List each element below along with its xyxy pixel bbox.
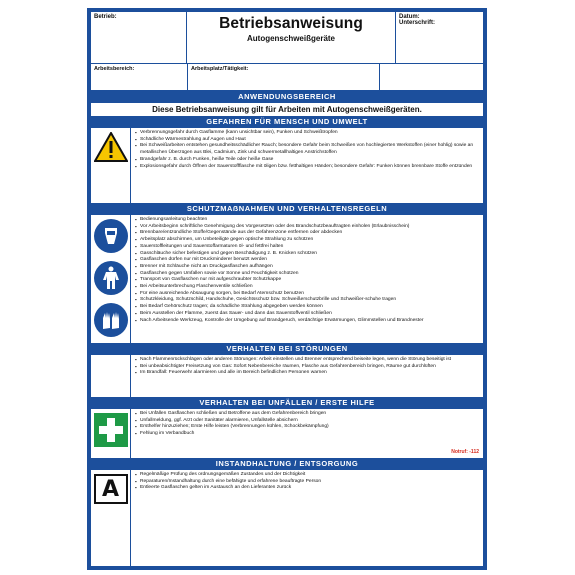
list-item: ▪ Brennbare/entzündliche Stoffe/Gegenstände aus der Gefahrenzone entfernen oder abdecken bbox=[135, 230, 479, 237]
schutz-list bbox=[135, 217, 479, 324]
list-item: ▪ Im Brandfall: Feuerwehr alarmieren und alle im Bereich befindlichen Personen warnen bbox=[135, 370, 479, 377]
schutz-heading: SCHUTZMAẞNAHMEN UND VERHALTENSREGELN bbox=[91, 203, 483, 215]
list-item: ▪ Unfallmeldung, ggf. Arzt oder Sanitäter alarmieren, Unfallstelle absichern bbox=[135, 418, 479, 425]
anwendungsbereich-heading: ANWENDUNGSBEREICH bbox=[91, 91, 483, 103]
notruf-number: Notruf: -112 bbox=[451, 449, 479, 455]
gefahren-section bbox=[91, 128, 483, 203]
erste-hilfe-icon-column bbox=[91, 409, 131, 458]
stoerungen-text bbox=[131, 355, 483, 397]
gefahren-heading: GEFAHREN FÜR MENSCH UND UMWELT bbox=[91, 116, 483, 128]
face-shield-icon bbox=[94, 219, 128, 253]
instandhaltung-heading: INSTANDHALTUNG / ENTSORGUNG bbox=[91, 458, 483, 470]
list-item: ▪ Brandgefahr z. B. durch Funken, heiße Teile oder heiße Gase bbox=[135, 157, 479, 164]
sheet-inner bbox=[91, 12, 483, 566]
list-item: ▪ Nach Flammenrückschlägen oder anderen Störungen: Arbeit einstellen und Brenner entsprechend beiseite legen, wenn die Störung beseitigt ist bbox=[135, 357, 479, 364]
list-item: ▪ Bedienungsanleitung beachten bbox=[135, 217, 479, 224]
schutz-text bbox=[131, 215, 483, 343]
schutz-section bbox=[91, 215, 483, 343]
gefahren-list bbox=[135, 130, 479, 170]
list-item: ▪ Regelmäßige Prüfung des ordnungsgemäßen Zustandes und der Dichtigkeit bbox=[135, 472, 479, 479]
list-item: ▪ Bei unbeabsichtigter Freisetzung von Gas: Sofort Nebenbereiche räumen, Flasche aus Gefahrenbereich bringen, Räume gut durchlüften bbox=[135, 364, 479, 371]
header-row-2 bbox=[91, 64, 483, 91]
list-item: ▪ Für eine ausreichende Absaugung sorgen, bei Bedarf Atemschutz benutzen bbox=[135, 291, 479, 298]
gloves-icon bbox=[94, 303, 128, 337]
list-item: ▪ Schädliche Wärmestrahlung auf Augen und Haut bbox=[135, 137, 479, 144]
list-item: ▪ Ersthelfer hinzuziehen; Erste Hilfe leisten (Verbrennungen kühlen, Schockbekämpfung) bbox=[135, 424, 479, 431]
list-item: ▪ Sauerstoffleitungen und Sauerstoffarmaturen öl- und fettfrei halten bbox=[135, 244, 479, 251]
instandhaltung-text bbox=[131, 470, 483, 566]
list-item: ▪ Gasflaschen dürfen nur mit Druckminderer benutzt werden bbox=[135, 257, 479, 264]
erste-hilfe-section bbox=[91, 409, 483, 458]
betriebsanweisung-sheet bbox=[87, 8, 487, 570]
list-item: ▪ Bei Schweißarbeiten entstehen gesundheitsschädlicher Rauch; besondere Gefahr beim Schweißen von hochlegierten Werkstoffen (einer hohlig) sowie an metallischen Überzügen aus Blei, Cadmium, Zink und schwermetallhaltigen Anstrichstoffen bbox=[135, 143, 479, 156]
header-center bbox=[187, 12, 395, 63]
stoerungen-icon-column bbox=[91, 355, 131, 397]
page-title: Betriebsanweisung bbox=[219, 15, 363, 32]
list-item: ▪ Reparaturen/Instandhaltung durch eine befähigte und erfahrene beauftragte Person bbox=[135, 479, 479, 486]
stoerungen-section bbox=[91, 355, 483, 397]
warning-triangle-icon bbox=[94, 132, 128, 162]
list-item: ▪ Fehlung im Verbandbuch bbox=[135, 431, 479, 438]
first-aid-cross-icon bbox=[94, 413, 128, 447]
erste-hilfe-heading: VERHALTEN BEI UNFÄLLEN / ERSTE HILFE bbox=[91, 397, 483, 409]
anwendungsbereich-text: Diese Betriebsanweisung gilt für Arbeiten mit Autogenschweißgeräten. bbox=[152, 105, 422, 114]
instandhaltung-icon-column bbox=[91, 470, 131, 566]
list-item: ▪ Bei Arbeitsunterbrechung Flaschenventile schließen bbox=[135, 284, 479, 291]
list-item: ▪ Schutzkleidung, Schutzschild, Handschuhe, Gesichtsschutz bzw. Schweißerschutzbrille und Schweißer-schuhe tragen bbox=[135, 297, 479, 304]
letter-a-icon: A bbox=[94, 474, 128, 504]
list-item: ▪ Brenner mit Schläuche nicht an Druckgasflaschen aufhängen bbox=[135, 264, 479, 271]
arbeitsplatz-field: Arbeitsplatz/Tätigkeit: bbox=[187, 64, 379, 90]
blank-field bbox=[379, 64, 483, 90]
list-item: ▪ Transport von Gasflaschen nur mit aufgeschraubter Schutzkappe bbox=[135, 277, 479, 284]
stoerungen-heading: VERHALTEN BEI STÖRUNGEN bbox=[91, 343, 483, 355]
protective-suit-icon bbox=[94, 261, 128, 295]
list-item: ▪ Bei Bedarf Gehörschutz tragen; da schädliche Strahlung abgegeben werden können bbox=[135, 304, 479, 311]
erste-hilfe-text bbox=[131, 409, 483, 458]
page-subtitle: Autogenschweißgeräte bbox=[246, 34, 335, 43]
erste-hilfe-list bbox=[135, 411, 479, 438]
list-item: ▪ Verbrennungsgefahr durch Gasflamme (kann unsichtbar sein), Funken und Schweißtropfen bbox=[135, 130, 479, 137]
list-item: ▪ Explosionsgefahr durch Öffnen der Sauerstoffflasche mit öligen bzw. fetthaltigen Händen; besondere Gefahr: Funken können brennbare Stoffe entzünden bbox=[135, 164, 479, 171]
datum-label: Datum: bbox=[399, 14, 420, 20]
arbeitsbereich-field: Arbeitsbereich: bbox=[94, 66, 135, 72]
list-item: ▪ Gasflaschen gegen Umfallen sowie vor Sonne und Feuchtigkeit schützen bbox=[135, 271, 479, 278]
list-item: ▪ Bei Unfällen Gasflaschen schließen und Betroffene aus dem Gefahrenbereich bringen bbox=[135, 411, 479, 418]
gefahren-icon-column bbox=[91, 128, 131, 203]
unterschrift-label: Unterschrift: bbox=[399, 20, 436, 26]
instandhaltung-section bbox=[91, 470, 483, 566]
schutz-icon-column bbox=[91, 215, 131, 343]
betrieb-field: Betrieb: bbox=[91, 12, 187, 63]
list-item: ▪ Beim Ausstellen der Flamme, zuerst das Sauer- und dann das Sauerstoffventil schließen bbox=[135, 311, 479, 318]
stoerungen-list bbox=[135, 357, 479, 377]
list-item: ▪ Nach Arbeitsende Werkzeug, Kontrolle der Umgebung auf Brandgeruch, verdächtige Erwärmungen, Glimmstellen und Brandnester bbox=[135, 318, 479, 325]
header-row bbox=[91, 12, 483, 64]
gefahren-text bbox=[131, 128, 483, 203]
list-item: ▪ Gasschläuche sicher befestigen und gegen Beschädigung z. B. Knicken schützen bbox=[135, 251, 479, 258]
list-item: ▪ Arbeitsplatz abschirmen, um Unbeteiligte gegen optische Strahlung zu schützen bbox=[135, 237, 479, 244]
instandhaltung-list bbox=[135, 472, 479, 492]
list-item: ▪ Entleerte Gasflaschen gelten im Austausch an den Lieferanten zurück bbox=[135, 485, 479, 492]
datum-field bbox=[395, 12, 483, 63]
list-item: ▪ Vor Arbeitsbeginn schriftliche Genehmigung des Vorgesetzten oder des Brandschutzbeauftragten einholen (Erlaubnisschein) bbox=[135, 224, 479, 231]
